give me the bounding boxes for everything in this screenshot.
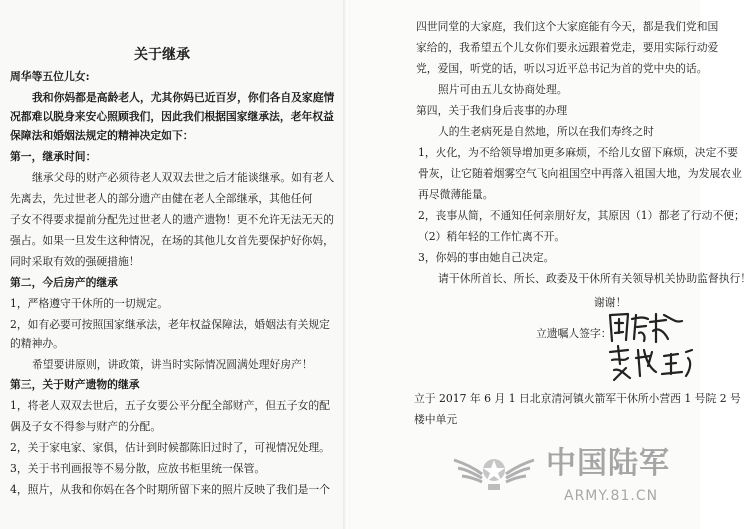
- intro-line: 我和你妈都是高龄老人，尤其你妈已近百岁，你们各自及家庭情: [32, 91, 335, 104]
- section-line: 人的生老病死是自然地，所以在我们寿终之时: [438, 125, 654, 138]
- section-heading: 第四，关于我们身后丧事的办理: [416, 104, 568, 117]
- section-line: 2，丧事从简，不通知任何亲朋好友，其原因（1）都老了行动不便；: [418, 209, 745, 222]
- section-line: 同时采取有效的强硬措施！: [10, 255, 140, 268]
- section-line: （2）稍年轻的工作忙离不开。: [418, 230, 566, 243]
- section-line: 1，火化，为不给领导增加更多麻烦，不给儿女留下麻烦，决定不要: [418, 146, 738, 159]
- body-line: 党，爱国，听党的话，听以习近平总书记为首的党中央的话。: [416, 62, 708, 75]
- section-line: 希望要讲原则，讲政策，讲当时实际情况圆满处理好房产！: [32, 358, 313, 371]
- section-line: 继承父母的财产必须待老人双双去世之后才能谈继承。如有老人: [32, 171, 335, 184]
- intro-line: 况都难以脱身来安心照顾我们，因此我们根据国家继承法，老年权益: [10, 110, 334, 123]
- section-line: 3，你妈的事由她自己决定。: [418, 251, 555, 264]
- body-line: 四世同堂的大家庭，我们这个大家庭能有今天，都是我们党和国: [416, 20, 719, 33]
- section-line: 1，严格遵守干休所的一切规定。: [10, 297, 169, 310]
- section-line: 偶及子女不得参与财产的分配。: [10, 420, 162, 433]
- document-title: 关于继承: [134, 47, 190, 63]
- section-line: 1，将老人双双去世后，五子女要公平分配全部财产，但五子女的配: [10, 399, 330, 412]
- section-line: 的精神办。: [10, 337, 64, 350]
- signature-lou: [606, 342, 698, 382]
- watermark-brand: 中国陆军: [546, 446, 670, 481]
- thanks-line: 谢谢！: [594, 296, 627, 309]
- section-line: 子女不得要求提前分配先过世老人的遗产遗物！更不允许无法无天的: [10, 213, 334, 226]
- army-emblem-icon: [452, 446, 536, 496]
- body-line: 家给的，我希望五个儿女你们要永远跟着党走，要用实际行动爱: [416, 41, 719, 54]
- section-heading: 第一，继承时间：: [10, 150, 97, 163]
- section-line: 骨灰，让它随着烟雾空气飞向祖国空中再落入祖国大地，为发展农业: [418, 167, 742, 180]
- section-line: 先离去，先过世老人的部分遗产由健在老人全部继承，其他任何: [10, 192, 313, 205]
- date-line: 立于 2017 年 6 月 1 日北京清河镇火箭军干休所小营西 1 号院 2 号: [414, 392, 741, 405]
- section-line: 2，如有必要可按照国家继承法，老年权益保障法，婚姻法有关规定: [10, 318, 330, 331]
- section-heading: 第二，今后房产的继承: [10, 276, 118, 289]
- intro-line: 保障法和婚姻法规定的精神决定如下：: [10, 129, 194, 142]
- date-line: 楼中单元: [414, 413, 458, 426]
- section-line: 强占。如果一旦发生这种情况，在场的其他儿女首先要保护好你妈，: [10, 234, 334, 247]
- section-line: 4，照片，从我和你妈在各个时期所留下来的照片反映了我们是一个: [10, 483, 330, 496]
- section-line: 再尽微薄能量。: [418, 188, 494, 201]
- section-line: 2，关于家电家、家俱，估计到时候都陈旧过时了，可视情况处理。: [10, 441, 330, 454]
- right-page: [350, 0, 751, 529]
- section-heading: 第三，关于财产遗物的继承: [10, 378, 140, 391]
- body-line: 照片可由五儿女协商处理。: [438, 83, 568, 96]
- left-page: [0, 0, 343, 529]
- salutation: 周华等五位儿女:: [10, 70, 90, 83]
- signer-label: 立遗嘱人签字：: [536, 327, 612, 340]
- section-line: 请干休所首长、所长、政委及干休所有关领导机关协助监督执行！: [438, 272, 751, 285]
- page-gutter: [343, 0, 350, 529]
- section-line: 3，关于书刊画报等不易分散，应放书柜里统一保管。: [10, 462, 266, 475]
- watermark-url: ARMY.81.CN: [564, 488, 659, 504]
